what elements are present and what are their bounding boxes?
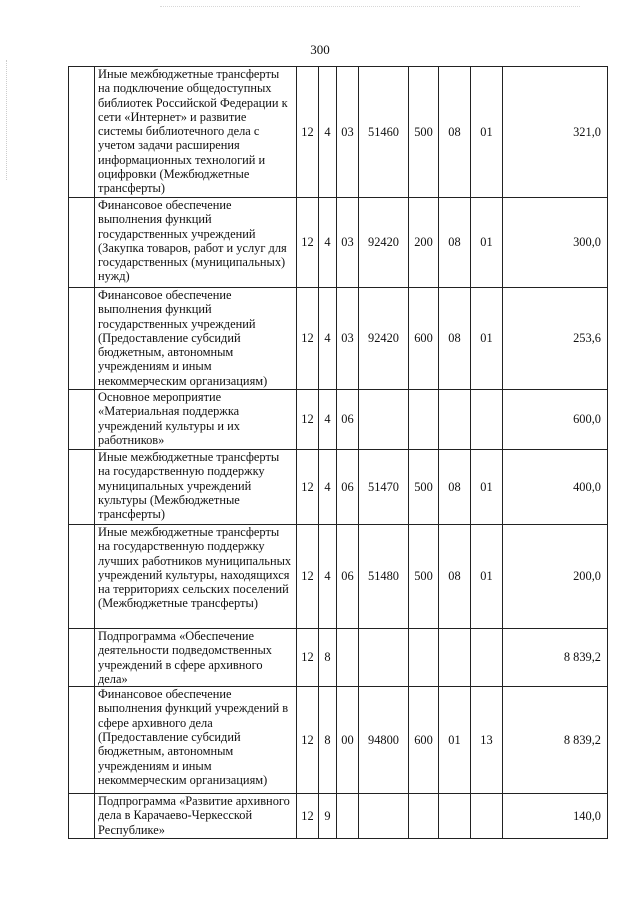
code-cell: 01	[471, 450, 503, 525]
description-cell: Основное мероприятие «Материальная поддержка учреждений культуры и их работников»	[95, 390, 297, 450]
code-cell: 12	[297, 794, 319, 839]
code-cell: 13	[471, 687, 503, 794]
code-cell: 92420	[359, 288, 409, 390]
code-cell: 06	[337, 450, 359, 525]
description-cell: Подпрограмма «Развитие архивного дела в Карачаево-Черкесской Республике»	[95, 794, 297, 839]
code-cell	[439, 390, 471, 450]
code-cell: 8	[319, 687, 337, 794]
code-cell: 12	[297, 450, 319, 525]
code-cell: 12	[297, 288, 319, 390]
amount-cell: 140,0	[503, 794, 608, 839]
code-cell	[409, 390, 439, 450]
amount-cell: 8 839,2	[503, 687, 608, 794]
code-cell: 4	[319, 67, 337, 198]
code-cell: 200	[409, 198, 439, 288]
description-cell: Финансовое обеспечение выполнения функций учреждений в сфере архивного дела (Предоставление субсидий бюджетным, автономным учреждениям и иным некоммерческим организациям)	[95, 687, 297, 794]
description-cell: Подпрограмма «Обеспечение деятельности подведомственных учреждений в сфере архивного дела»	[95, 629, 297, 687]
code-cell	[409, 794, 439, 839]
index-cell	[69, 390, 95, 450]
code-cell: 08	[439, 288, 471, 390]
table-row	[69, 687, 608, 794]
code-cell: 8	[319, 629, 337, 687]
table-row	[69, 629, 608, 687]
scan-noise	[160, 6, 580, 17]
code-cell: 01	[471, 288, 503, 390]
code-cell	[337, 629, 359, 687]
amount-cell: 200,0	[503, 525, 608, 629]
index-cell	[69, 687, 95, 794]
amount-cell: 600,0	[503, 390, 608, 450]
code-cell: 51470	[359, 450, 409, 525]
code-cell: 4	[319, 450, 337, 525]
table-row	[69, 794, 608, 839]
code-cell: 12	[297, 629, 319, 687]
code-cell: 12	[297, 198, 319, 288]
description-cell: Иные межбюджетные трансферты на подключение общедоступных библиотек Российской Федерации к сети «Интернет» и развитие системы библиотечного дела с учетом задачи расширения информационных технологий и оцифровки (Межбюджетные трансферты)	[95, 67, 297, 198]
amount-cell: 8 839,2	[503, 629, 608, 687]
code-cell: 00	[337, 687, 359, 794]
code-cell	[359, 794, 409, 839]
code-cell: 4	[319, 288, 337, 390]
code-cell: 12	[297, 525, 319, 629]
code-cell: 4	[319, 525, 337, 629]
code-cell: 08	[439, 67, 471, 198]
code-cell: 01	[471, 198, 503, 288]
amount-cell: 300,0	[503, 198, 608, 288]
code-cell: 01	[471, 525, 503, 629]
code-cell: 4	[319, 390, 337, 450]
code-cell: 01	[471, 67, 503, 198]
code-cell: 06	[337, 390, 359, 450]
code-cell: 03	[337, 288, 359, 390]
description-cell: Финансовое обеспечение выполнения функций государственных учреждений (Предоставление субсидий бюджетным, автономным учреждениям и иным некоммерческим организациям)	[95, 288, 297, 390]
index-cell	[69, 525, 95, 629]
table-row	[69, 450, 608, 525]
code-cell	[359, 629, 409, 687]
code-cell	[439, 794, 471, 839]
code-cell: 500	[409, 525, 439, 629]
code-cell: 03	[337, 67, 359, 198]
code-cell	[409, 629, 439, 687]
code-cell: 08	[439, 450, 471, 525]
scan-margin-mark	[6, 60, 8, 180]
index-cell	[69, 794, 95, 839]
code-cell: 12	[297, 687, 319, 794]
index-cell	[69, 288, 95, 390]
table-row	[69, 67, 608, 198]
code-cell: 94800	[359, 687, 409, 794]
code-cell: 03	[337, 198, 359, 288]
budget-table	[68, 66, 608, 839]
table-row	[69, 198, 608, 288]
code-cell: 9	[319, 794, 337, 839]
table-row	[69, 390, 608, 450]
code-cell: 600	[409, 288, 439, 390]
index-cell	[69, 67, 95, 198]
code-cell: 08	[439, 525, 471, 629]
code-cell: 06	[337, 525, 359, 629]
description-cell: Иные межбюджетные трансферты на государственную поддержку муниципальных учреждений культуры (Межбюджетные трансферты)	[95, 450, 297, 525]
code-cell: 500	[409, 450, 439, 525]
code-cell	[471, 390, 503, 450]
amount-cell: 253,6	[503, 288, 608, 390]
index-cell	[69, 450, 95, 525]
code-cell: 92420	[359, 198, 409, 288]
amount-cell: 321,0	[503, 67, 608, 198]
amount-cell: 400,0	[503, 450, 608, 525]
description-cell: Финансовое обеспечение выполнения функций государственных учреждений (Закупка товаров, работ и услуг для государственных (муниципальных) нужд)	[95, 198, 297, 288]
code-cell: 08	[439, 198, 471, 288]
description-cell: Иные межбюджетные трансферты на государственную поддержку лучших работников муниципальных учреждений культуры, находящихся на территориях сельских поселений (Межбюджетные трансферты)	[95, 525, 297, 629]
code-cell: 51460	[359, 67, 409, 198]
code-cell	[359, 390, 409, 450]
table-row	[69, 525, 608, 629]
code-cell	[471, 794, 503, 839]
code-cell: 51480	[359, 525, 409, 629]
page-number: 300	[310, 42, 330, 57]
code-cell: 500	[409, 67, 439, 198]
code-cell	[471, 629, 503, 687]
code-cell: 12	[297, 390, 319, 450]
index-cell	[69, 198, 95, 288]
table-row	[69, 288, 608, 390]
code-cell: 01	[439, 687, 471, 794]
code-cell: 12	[297, 67, 319, 198]
code-cell: 600	[409, 687, 439, 794]
index-cell	[69, 629, 95, 687]
code-cell: 4	[319, 198, 337, 288]
code-cell	[337, 794, 359, 839]
code-cell	[439, 629, 471, 687]
